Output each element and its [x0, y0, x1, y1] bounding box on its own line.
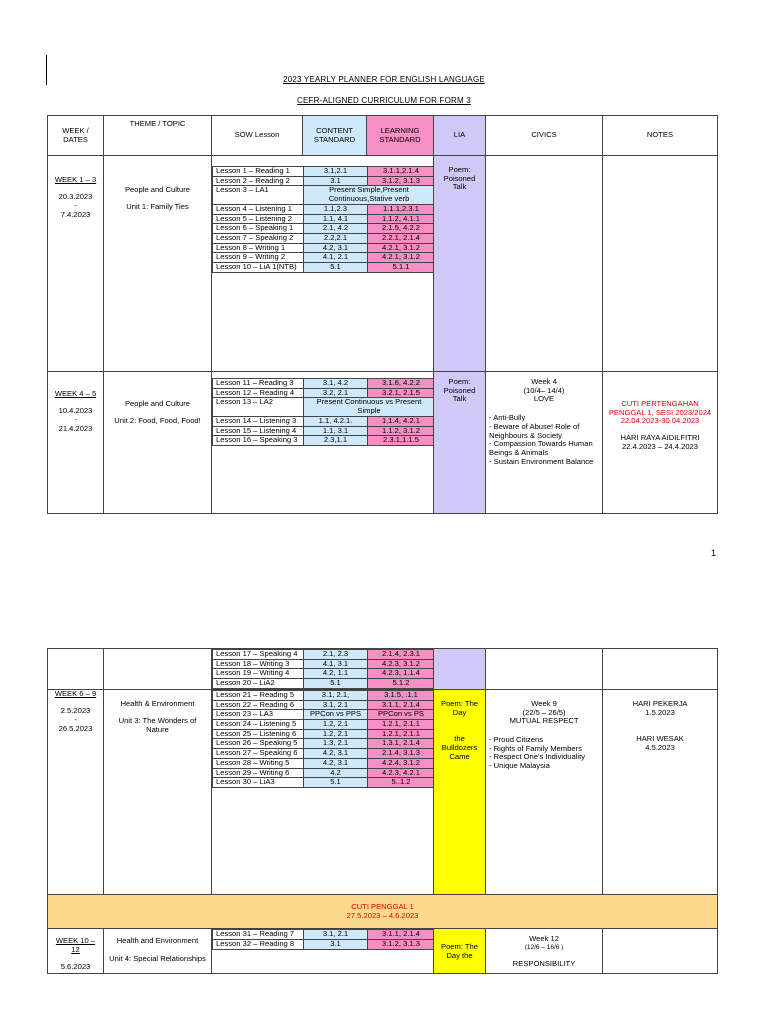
- term-break-title: CUTI PENGGAL 1: [351, 901, 414, 911]
- learning-standard: 1.2.1, 2.1.1: [368, 729, 435, 739]
- lia-cell: [434, 372, 486, 514]
- lesson-row: [213, 758, 435, 768]
- civics-item: - Compassion Towards Human Beings & Animals: [489, 439, 593, 458]
- week-cell: [48, 649, 104, 690]
- document-subtitle: CEFR-ALIGNED CURRICULUM FOR FORM 3: [297, 96, 471, 105]
- learning-standard: 1.1.1,2.3.1: [368, 204, 435, 214]
- civics-week: Week 4: [531, 377, 557, 386]
- lia-label: Poem: The Day the: [441, 942, 479, 961]
- lesson-name: Lesson 25 – Listening 6: [213, 729, 304, 739]
- civics-value: MUTUAL RESPECT: [509, 716, 579, 726]
- week-cell: [48, 689, 104, 894]
- lesson-row: [213, 416, 435, 426]
- content-standard: 3.2, 2.1: [304, 388, 368, 398]
- lesson-name: Lesson 17 – Speaking 4: [213, 650, 304, 660]
- notes-holiday: HARI PEKERJA: [632, 698, 688, 708]
- lesson-cell: [212, 689, 434, 894]
- header-lia: LIA: [434, 116, 486, 156]
- week-label: WEEK 10 – 12: [55, 936, 96, 955]
- lesson-row: [213, 436, 435, 446]
- civics-cell: [486, 649, 603, 690]
- notes-holiday-dates: 4.5.2023: [645, 743, 675, 753]
- week-cell: [48, 372, 104, 514]
- lesson-name: Lesson 23 – LA3: [213, 710, 304, 720]
- notes-cell: [603, 156, 718, 372]
- week-date: 7.4.2023: [60, 209, 91, 219]
- lesson-name: Lesson 22 – Reading 6: [213, 700, 304, 710]
- theme-label: People and Culture: [124, 399, 190, 408]
- theme-cell: [104, 929, 212, 974]
- lesson-row: [213, 204, 435, 214]
- content-standard: 1.1, 4.2.1.: [304, 416, 368, 426]
- week-date: 26.5.2023: [58, 723, 93, 733]
- learning-standard: 2.3.1,1.1.5: [368, 436, 435, 446]
- week-date: 2.5.2023: [60, 706, 91, 716]
- learning-standard: PPCon vs PS: [368, 710, 435, 720]
- lesson-name: Lesson 5 – Listening 2: [213, 214, 304, 224]
- civics-dates: (10/4– 14/4): [523, 385, 565, 395]
- header-notes: NOTES: [603, 116, 718, 156]
- term-break-banner: [48, 894, 718, 928]
- lesson-row: [213, 940, 435, 950]
- unit-label: Unit 3: The Wonders of Nature: [118, 716, 197, 735]
- lesson-name: Lesson 6 – Speaking 1: [213, 224, 304, 234]
- lesson-name: Lesson 28 – Writing 5: [213, 758, 304, 768]
- content-standard: 1.3, 2.1: [304, 739, 368, 749]
- lesson-name: Lesson 20 – LiA2: [213, 679, 304, 689]
- lesson-subtable: [212, 649, 435, 689]
- notes-holiday-dates: 1.5.2023: [645, 707, 675, 717]
- civics-week: Week 12: [529, 934, 559, 944]
- civics-cell: [486, 156, 603, 372]
- week-date: -: [74, 415, 77, 425]
- lesson-row: [213, 167, 435, 177]
- content-standard: 5.1: [304, 679, 368, 689]
- learning-standard: 4.2.3, 4.2.1: [368, 768, 435, 778]
- lesson-subtable: [212, 166, 435, 273]
- notes-holiday: CUTI PERTENGAHAN PENGGAL 1, SESI 2023/2024: [608, 399, 712, 417]
- header-sow: SOW Lesson: [212, 116, 303, 156]
- learning-standard: 4.2.4, 3.1.2: [368, 758, 435, 768]
- content-standard: 4.2, 1.1: [304, 669, 368, 679]
- lesson-name: Lesson 19 – Writing 4: [213, 669, 304, 679]
- theme-label: Health & Environment: [120, 698, 195, 708]
- content-standard: 3.1: [304, 176, 368, 186]
- lesson-row: [213, 650, 435, 660]
- learning-standard: 1.1.4, 4.2.1: [368, 416, 435, 426]
- notes-holiday-dates: 22.4.2023 – 24.4.2023: [621, 441, 698, 451]
- content-standard: 3.1: [304, 940, 368, 950]
- week-label: WEEK 4 – 5: [54, 389, 97, 398]
- learning-standard: 3.1.1, 2.1.4: [368, 930, 435, 940]
- civics-item: - Sustain Environment Balance: [489, 456, 594, 466]
- learning-standard: 3.1.5, .1.1: [368, 690, 435, 700]
- content-standard: 2.1, 4.2: [304, 224, 368, 234]
- document-title: 2023 YEARLY PLANNER FOR ENGLISH LANGUAGE: [283, 75, 485, 84]
- civics-item: - Respect One's Individuality: [489, 752, 586, 762]
- week-date: 10.4.2023: [58, 406, 93, 416]
- lesson-name: Lesson 1 – Reading 1: [213, 167, 304, 177]
- lia-label: Poem: The Day: [441, 698, 479, 717]
- theme-cell: [104, 689, 212, 894]
- term-break-dates: 27.5.2023 – 4.6.2023: [346, 910, 419, 920]
- learning-standard: 3.1.2, 3.1.3: [368, 940, 435, 950]
- lesson-name: Lesson 27 – Speaking 6: [213, 749, 304, 759]
- notes-cell: [603, 372, 718, 514]
- content-standard: 3.1, 4.2: [304, 379, 368, 389]
- lesson-name: Lesson 26 – Speaking 5: [213, 739, 304, 749]
- lesson-name: Lesson 3 – LA1: [213, 186, 304, 204]
- lesson-row: [213, 679, 435, 689]
- learning-standard: 1.3.1, 2.1.4: [368, 739, 435, 749]
- learning-standard: 1.1.2, 4.1.1: [368, 214, 435, 224]
- lesson-cell: [212, 372, 434, 514]
- lesson-name: Lesson 13 – LA2: [213, 398, 304, 416]
- theme-cell: [104, 156, 212, 372]
- lia-label-cont: the Bulldozers Came: [441, 734, 478, 761]
- learning-standard: 2.1.4, 3.1.3: [368, 749, 435, 759]
- lia-cell: [434, 929, 486, 974]
- civics-item: - Proud Citizens: [489, 735, 544, 745]
- lia-cell: [434, 156, 486, 372]
- learning-standard: 3.1.6, 4.2.2: [368, 379, 435, 389]
- learning-standard: 1.2.1, 2.1.1: [368, 720, 435, 730]
- content-standard: 1.2, 2.1: [304, 720, 368, 730]
- lesson-name: Lesson 10 – LiA 1(NTB): [213, 263, 304, 273]
- theme-cell: [104, 372, 212, 514]
- week-date: 21.4.2023: [58, 423, 93, 433]
- lesson-cell: [212, 649, 434, 690]
- language-focus: Present Simple,Present Continuous,Stative verb: [304, 186, 435, 204]
- civics-dates: (12/6 – 16/6 ): [524, 944, 564, 952]
- planner-table-page1: [47, 115, 718, 514]
- lesson-name: Lesson 24 – Listening 5: [213, 720, 304, 730]
- content-standard: 2.1, 2.3: [304, 650, 368, 660]
- header-week: WEEK / DATES: [48, 116, 104, 156]
- week-date: -: [74, 715, 77, 725]
- content-standard: 4.2: [304, 768, 368, 778]
- civics-value: LOVE: [533, 394, 555, 404]
- content-standard: 4.1, 3.1: [304, 659, 368, 669]
- lesson-name: Lesson 2 – Reading 2: [213, 176, 304, 186]
- content-standard: 4.2, 3.1: [304, 243, 368, 253]
- week-cell: [48, 929, 104, 974]
- learning-standard: 1.1.2, 3.1.2: [368, 426, 435, 436]
- notes-cell: [603, 929, 718, 974]
- lesson-row: [213, 720, 435, 730]
- learning-standard: 2.1.5, 4.2.2: [368, 224, 435, 234]
- lesson-row: [213, 690, 435, 700]
- week-label: WEEK 6 – 9: [54, 688, 97, 698]
- learning-standard: 5..1.2: [368, 778, 435, 788]
- content-standard: 1.1,2.3: [304, 204, 368, 214]
- learning-standard: 4.2.1, 3.1.2: [368, 253, 435, 263]
- learning-standard: 2.1.4, 2.3.1: [368, 650, 435, 660]
- lesson-name: Lesson 30 – LiA3: [213, 778, 304, 788]
- lesson-name: Lesson 11 – Reading 3: [213, 379, 304, 389]
- lia-label: Poem: Poisoned Talk: [443, 165, 476, 192]
- lesson-name: Lesson 8 – Writing 1: [213, 243, 304, 253]
- theme-cell: [104, 649, 212, 690]
- theme-label: People and Culture: [124, 185, 190, 194]
- content-standard: 3.1, 2.1: [304, 930, 368, 940]
- learning-standard: 4.2.3, 3.1.2: [368, 659, 435, 669]
- lesson-name: Lesson 14 – Listening 3: [213, 416, 304, 426]
- civics-item: - Rights of Family Members: [489, 743, 582, 753]
- civics-item: - Anti-Bully: [489, 413, 526, 423]
- content-standard: PPCon vs PPS: [304, 710, 368, 720]
- week-date: -: [74, 201, 77, 211]
- planner-table-page2: [47, 648, 718, 974]
- lesson-name: Lesson 9 – Writing 2: [213, 253, 304, 263]
- content-standard: 1.2, 2.1: [304, 729, 368, 739]
- content-standard: 3.1, 2.1,: [304, 690, 368, 700]
- lesson-name: Lesson 32 – Reading 8: [213, 940, 304, 950]
- lesson-name: Lesson 15 – Listening 4: [213, 426, 304, 436]
- content-standard: 4.1, 2.1: [304, 253, 368, 263]
- content-standard: 3.1, 2.1: [304, 700, 368, 710]
- learning-standard: 5.1.2: [368, 679, 435, 689]
- week-date: 20.3.2023: [58, 192, 93, 202]
- lesson-row: [213, 379, 435, 389]
- learning-standard: 3.2.1, 2.1.5: [368, 388, 435, 398]
- civics-cell: [486, 929, 603, 974]
- notes-cell: [603, 689, 718, 894]
- unit-label: Unit 2: Food, Food, Food!: [114, 416, 201, 426]
- notes-holiday: HARI WESAK: [636, 734, 684, 744]
- learning-standard: 2.2.1, 2.1.4: [368, 234, 435, 244]
- learning-standard: 4.2.1, 3.1.2: [368, 243, 435, 253]
- content-standard: 1.1, 3.1: [304, 426, 368, 436]
- content-standard: 1.1, 4.1: [304, 214, 368, 224]
- lesson-row: [213, 186, 435, 204]
- lesson-name: Lesson 16 – Speaking 3: [213, 436, 304, 446]
- header-theme: THEME / TOPIC: [104, 116, 212, 156]
- week-label: WEEK 1 – 3: [54, 175, 97, 184]
- header-learning-standard: LEARNING STANDARD: [367, 116, 434, 156]
- learning-standard: 5.1.1: [368, 263, 435, 273]
- header-content-standard: CONTENT STANDARD: [303, 116, 367, 156]
- lesson-name: Lesson 7 – Speaking 2: [213, 234, 304, 244]
- lesson-subtable: [212, 378, 435, 446]
- lesson-row: [213, 263, 435, 273]
- lesson-name: Lesson 4 – Listening 1: [213, 204, 304, 214]
- lesson-subtable: [212, 929, 435, 949]
- theme-label: Health and Environment: [116, 936, 199, 946]
- lesson-name: Lesson 18 – Writing 3: [213, 659, 304, 669]
- header-civics: CIVICS: [486, 116, 603, 156]
- unit-label: Unit 4: Special Relationships: [109, 953, 206, 963]
- content-standard: 5.1: [304, 263, 368, 273]
- language-focus: Present Continuous vs Present Simple: [304, 398, 435, 416]
- lesson-row: [213, 234, 435, 244]
- content-standard: 4.2, 3.1: [304, 749, 368, 759]
- content-standard: 4.2, 3.1: [304, 758, 368, 768]
- lesson-row: [213, 749, 435, 759]
- lesson-name: Lesson 21 – Reading 5: [213, 690, 304, 700]
- learning-standard: 4.2.3, 1.1.4: [368, 669, 435, 679]
- content-standard: 3.1,2.1: [304, 167, 368, 177]
- civics-item: - Beware of Abuse! Role of Neighbours & Society: [489, 421, 580, 440]
- lesson-name: Lesson 29 – Writing 6: [213, 768, 304, 778]
- lia-label: Poem: Poisoned Talk: [443, 377, 476, 404]
- content-standard: 2.2,2.1: [304, 234, 368, 244]
- lesson-subtable: [212, 690, 435, 788]
- lia-cell: [434, 649, 486, 690]
- civics-cell: [486, 372, 603, 514]
- civics-dates: (22/5 – 26/5): [522, 707, 566, 717]
- notes-holiday: HARI RAYA AIDILFITRI: [620, 433, 700, 443]
- unit-label: Unit 1: Family Ties: [126, 202, 189, 212]
- content-standard: 2.3,1.1: [304, 436, 368, 446]
- notes-cell: [603, 649, 718, 690]
- lesson-row: [213, 778, 435, 788]
- lesson-row: [213, 398, 435, 416]
- week-cell: [48, 156, 104, 372]
- learning-standard: 3.1.2, 3.1.3: [368, 176, 435, 186]
- learning-standard: 3.1.1, 2.1.4: [368, 700, 435, 710]
- lesson-cell: [212, 929, 434, 974]
- lia-cell: [434, 689, 486, 894]
- civics-cell: [486, 689, 603, 894]
- learning-standard: 3.1.1,2.1.4: [368, 167, 435, 177]
- lesson-name: Lesson 12 – Reading 4: [213, 388, 304, 398]
- week-date: 5.6.2023: [60, 962, 91, 972]
- civics-week: Week 9: [531, 698, 557, 708]
- content-standard: 5.1: [304, 778, 368, 788]
- civics-item: - Unique Malaysia: [489, 761, 550, 771]
- civics-value: RESPONSIBILITY: [512, 958, 576, 968]
- lesson-name: Lesson 31 – Reading 7: [213, 930, 304, 940]
- page-number: 1: [710, 548, 716, 558]
- notes-holiday-dates: 22.04.2023-30.04.2023: [620, 416, 700, 426]
- lesson-cell: [212, 156, 434, 372]
